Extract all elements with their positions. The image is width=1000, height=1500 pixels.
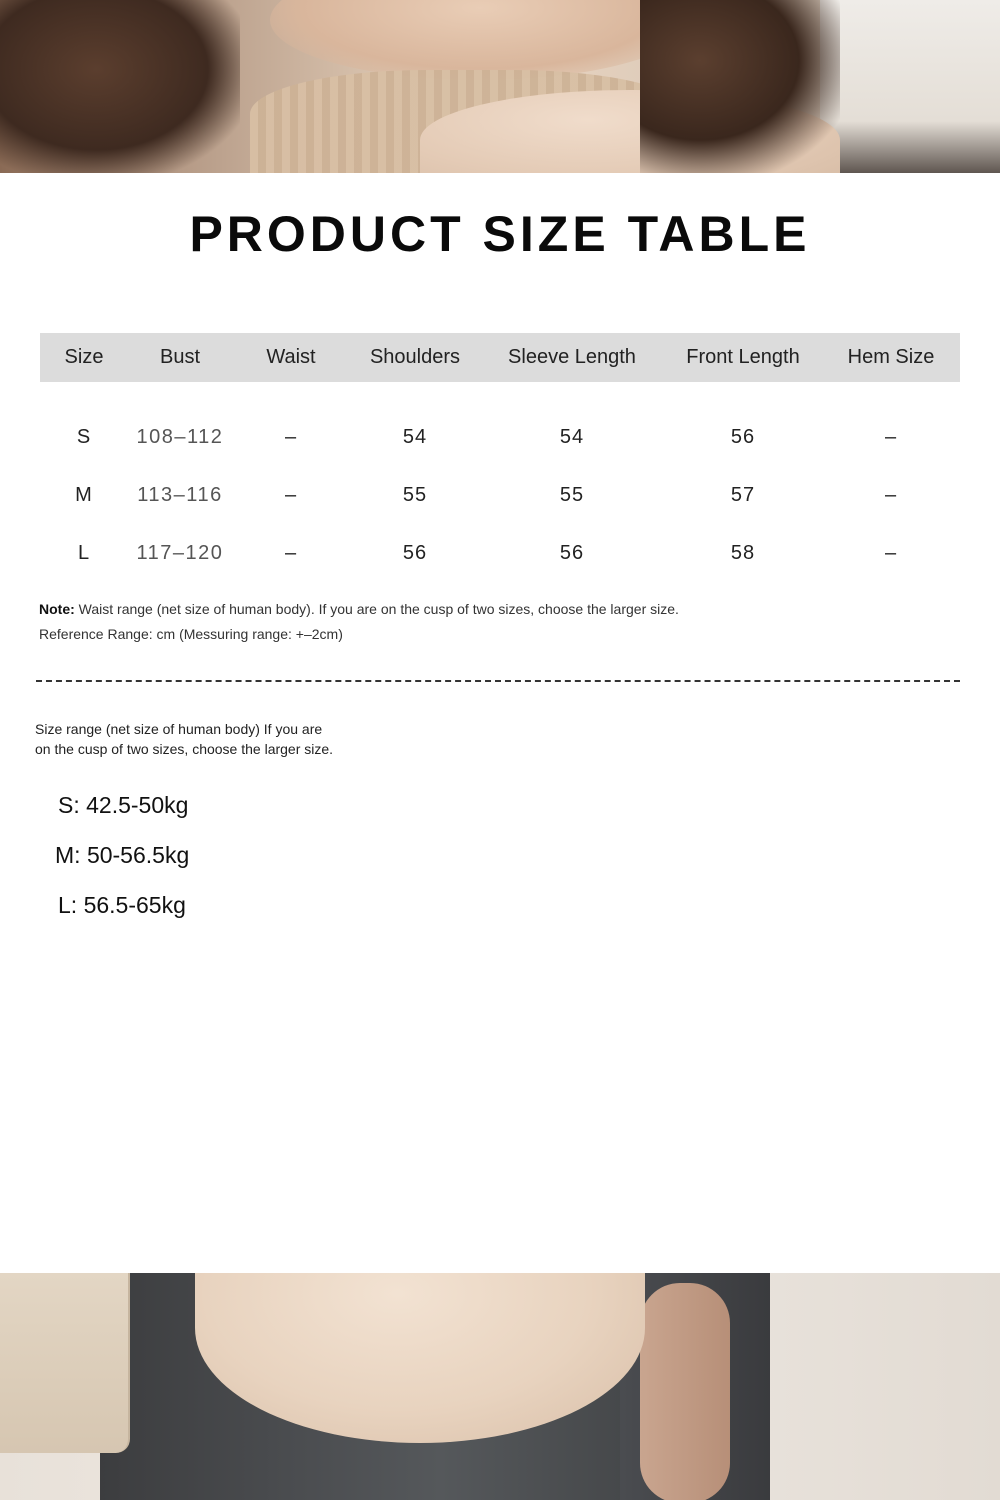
weight-range-l: L: 56.5-65kg [58,892,186,918]
size-range-line: on the cusp of two sizes, choose the larger size. [35,741,334,757]
cell-bust: 113–116 [137,483,223,506]
weight-range-m: M: 50-56.5kg [55,842,190,868]
cell-sleeve-length: 55 [559,483,585,506]
cell-hem-size: – [884,483,898,506]
table-row [40,466,960,524]
note-label: Note: [39,601,75,617]
cell-shoulders: 55 [402,483,428,506]
photo-hair-left [0,0,240,173]
photo-background [820,0,1000,173]
cell-size: M [75,483,93,506]
cell-size: L [77,541,91,564]
cell-shoulders: 56 [402,541,428,564]
size-range-line: Size range (net size of human body) If you are [35,721,323,737]
note-text: Waist range (net size of human body). If you are on the cusp of two sizes, choose the larger size. [74,601,679,617]
photo-chin [270,0,690,80]
weight-range-s: S: 42.5-50kg [58,792,189,818]
cell-front-length: 56 [730,425,756,448]
bottom-product-photo [0,1273,1000,1500]
table-body [40,382,960,582]
photo-hair-right [640,0,840,173]
header-shoulders: Shoulders [369,346,461,368]
dashed-divider [36,680,960,682]
cell-bust: 117–120 [136,541,224,564]
header-size: Size [64,346,104,368]
size-range-description [35,719,395,759]
reference-range: Reference Range: cm (Messuring range: +–2cm) [39,626,343,642]
size-note [39,597,939,647]
top-product-photo [0,0,1000,173]
header-hem-size: Hem Size [847,346,935,368]
table-row [40,408,960,466]
cell-size: S [76,425,92,448]
cell-front-length: 58 [730,541,756,564]
cell-waist: – [284,541,298,564]
weight-range-list [52,790,189,940]
table-row [40,524,960,582]
photo-hand [640,1283,730,1500]
table-header-row [40,333,960,382]
header-sleeve-length: Sleeve Length [508,346,636,368]
cell-front-length: 57 [730,483,756,506]
header-waist: Waist [266,346,316,368]
photo-handbag [0,1273,130,1453]
cell-sleeve-length: 54 [559,425,585,448]
size-table [40,333,960,582]
header-front-length: Front Length [686,346,800,368]
note-line [39,597,939,622]
cell-sleeve-length: 56 [559,541,585,564]
cell-waist: – [284,483,298,506]
cell-shoulders: 54 [402,425,428,448]
page-title: PRODUCT SIZE TABLE [189,206,811,262]
cell-bust: 108–112 [136,425,224,448]
cell-hem-size: – [884,425,898,448]
cell-hem-size: – [884,541,898,564]
header-bust: Bust [159,346,201,368]
cell-waist: – [284,425,298,448]
